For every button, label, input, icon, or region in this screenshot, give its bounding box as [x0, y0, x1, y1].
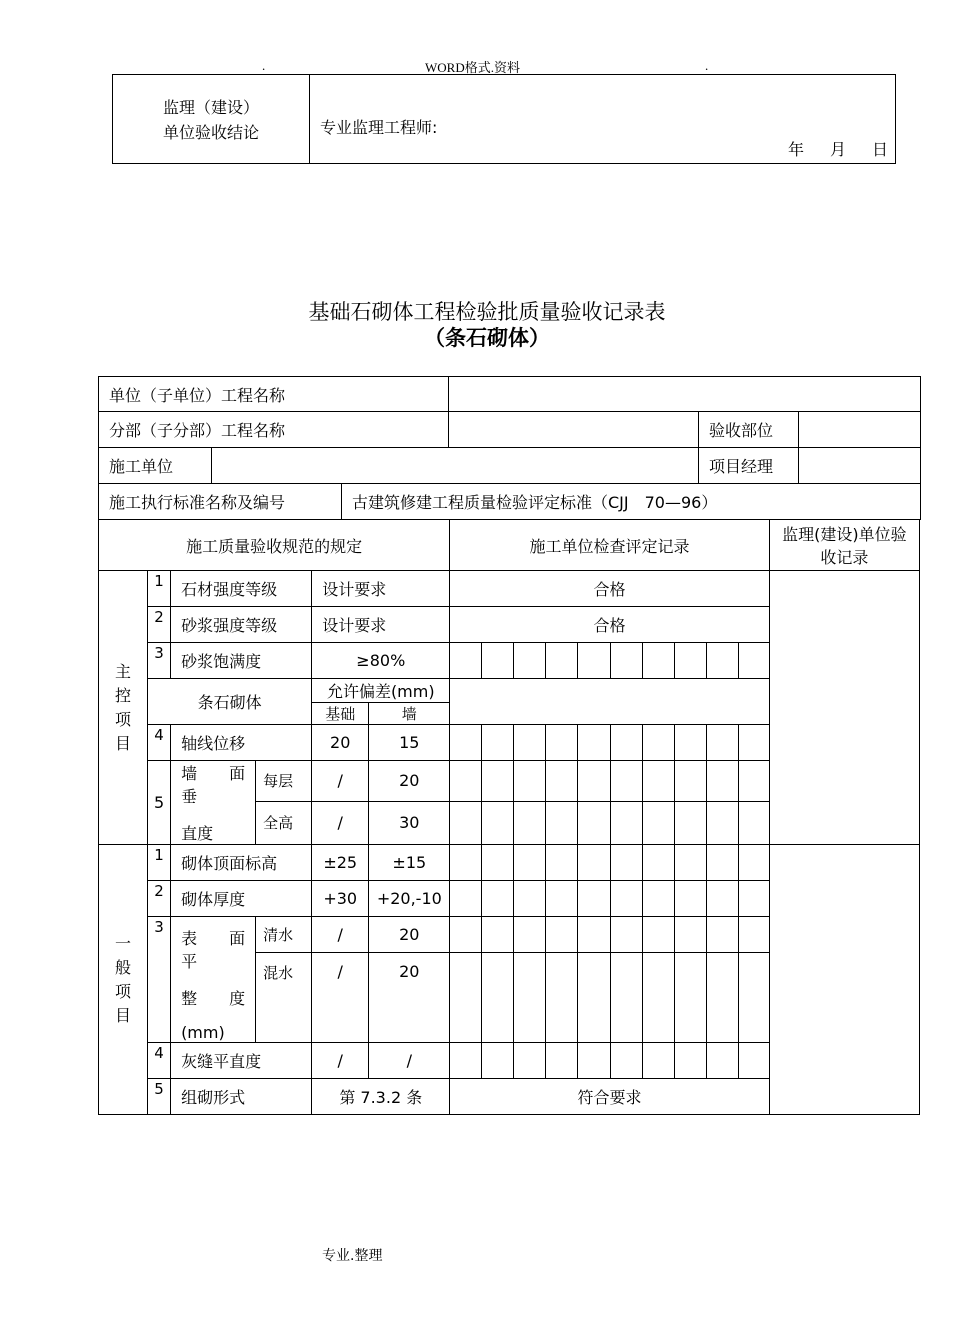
check-cell[interactable] [450, 643, 482, 679]
check-cell[interactable] [642, 845, 674, 881]
deviation-blank [450, 679, 769, 725]
item-number: 1 [148, 571, 171, 607]
item-name: 石材强度等级 [171, 571, 312, 607]
check-cell[interactable] [706, 917, 738, 953]
check-cell[interactable] [450, 761, 482, 802]
main-label-char: 主 [115, 661, 132, 681]
check-cell[interactable] [578, 881, 610, 917]
check-cell[interactable] [738, 881, 769, 917]
check-cell[interactable] [610, 953, 642, 1043]
foundation-tolerance: +30 [312, 881, 369, 917]
check-cell[interactable] [642, 881, 674, 917]
wall-tolerance: 30 [369, 801, 450, 844]
check-cell[interactable] [706, 801, 738, 844]
check-cell[interactable] [642, 953, 674, 1043]
item-result: 符合要求 [450, 1079, 769, 1115]
supervision-header-line2: 收记录 [820, 548, 869, 567]
check-cell[interactable] [450, 1043, 482, 1079]
item-name: 组砌形式 [171, 1079, 312, 1115]
general-supervision-record[interactable] [769, 845, 919, 1115]
form-title: 基础石砌体工程检验批质量验收记录表 [308, 300, 666, 324]
top-conclusion-table [112, 74, 896, 164]
unit-project-value[interactable] [449, 377, 921, 412]
check-cell[interactable] [578, 725, 610, 761]
item-requirement: 设计要求 [312, 607, 450, 643]
check-cell[interactable] [546, 725, 578, 761]
check-cell[interactable] [642, 801, 674, 844]
check-cell[interactable] [706, 725, 738, 761]
wall-tolerance: 20 [369, 761, 450, 802]
item-name: 砂浆强度等级 [171, 607, 312, 643]
wall-tolerance: / [369, 1043, 450, 1079]
check-cell[interactable] [482, 725, 514, 761]
item-result: 合格 [450, 607, 769, 643]
check-cell[interactable] [610, 725, 642, 761]
supervision-conclusion-label [113, 75, 310, 164]
col-foundation-header: 基础 [312, 703, 369, 725]
item-name: 灰缝平直度 [171, 1043, 312, 1079]
page-header: WORD格式.资料 [425, 60, 520, 75]
check-cell[interactable] [578, 643, 610, 679]
check-cell[interactable] [482, 1043, 514, 1079]
item-number: 5 [148, 761, 171, 845]
check-cell[interactable] [706, 845, 738, 881]
item-name [171, 761, 262, 845]
check-cell[interactable] [578, 917, 610, 953]
item-number: 3 [148, 917, 171, 1043]
check-cell[interactable] [642, 643, 674, 679]
item-name-line1: 表 面 平 [181, 929, 262, 971]
inspection-table [98, 519, 920, 1115]
header-dot-left: . [262, 58, 266, 73]
page-footer: 专业.整理 [322, 1248, 383, 1264]
supervision-conclusion-cell [310, 75, 896, 164]
item-number: 4 [148, 725, 171, 761]
foundation-tolerance: ±25 [312, 845, 369, 881]
check-cell[interactable] [674, 725, 706, 761]
check-cell[interactable] [738, 725, 769, 761]
item-number: 4 [148, 1043, 171, 1079]
item-requirement: 第 7.3.2 条 [312, 1079, 450, 1115]
check-cell[interactable] [482, 761, 514, 802]
check-cell[interactable] [482, 953, 514, 1043]
main-supervision-record[interactable] [769, 571, 919, 845]
check-cell[interactable] [674, 953, 706, 1043]
check-cell[interactable] [482, 845, 514, 881]
sub-project-label: 分部（子分部）工程名称 [99, 412, 449, 448]
check-cell[interactable] [450, 917, 482, 953]
check-cell[interactable] [674, 881, 706, 917]
check-cell[interactable] [674, 917, 706, 953]
item-name-line2: 整 度 [181, 989, 246, 1008]
col-wall-header: 墙 [369, 703, 450, 725]
item-requirement: 设计要求 [312, 571, 450, 607]
item-name-line1: 墙 面 垂 [181, 764, 262, 806]
foundation-tolerance: / [312, 1043, 369, 1079]
item-number: 5 [148, 1079, 171, 1115]
check-cell[interactable] [450, 953, 482, 1043]
check-cell[interactable] [482, 643, 514, 679]
check-cell[interactable] [546, 761, 578, 802]
check-cell[interactable] [514, 725, 546, 761]
header-dot-right: . [705, 58, 709, 73]
check-cell[interactable] [578, 1043, 610, 1079]
check-cell[interactable] [738, 917, 769, 953]
check-cell[interactable] [514, 801, 546, 844]
check-cell[interactable] [674, 801, 706, 844]
check-cell[interactable] [738, 845, 769, 881]
year-label: 年 [788, 140, 805, 159]
check-cell[interactable] [578, 953, 610, 1043]
item-name-line3: (mm) [181, 1023, 225, 1042]
check-cell[interactable] [706, 761, 738, 802]
check-cell[interactable] [514, 953, 546, 1043]
allowed-deviation-header: 允许偏差(mm) [312, 679, 450, 703]
check-cell[interactable] [514, 761, 546, 802]
sub-item-name: 混水 [256, 953, 312, 1043]
check-cell[interactable] [450, 881, 482, 917]
supervision-header-line1: 监理(建设)单位验 [782, 525, 907, 544]
spec-header: 施工质量验收规范的规定 [99, 520, 450, 571]
check-cell[interactable] [546, 801, 578, 844]
item-number: 2 [148, 607, 171, 643]
check-cell[interactable] [610, 643, 642, 679]
unit-project-label: 单位（子单位）工程名称 [99, 377, 449, 412]
foundation-tolerance: 20 [312, 725, 369, 761]
check-record-header: 施工单位检查评定记录 [450, 520, 769, 571]
supervision-record-header [769, 520, 919, 571]
item-name-line2: 直度 [181, 824, 214, 843]
info-table [98, 376, 921, 520]
item-requirement: ≥80% [312, 643, 450, 679]
check-cell[interactable] [546, 953, 578, 1043]
main-label-char: 目 [115, 733, 132, 753]
label-line1: 监理（建设） [162, 98, 259, 117]
standard-value: 古建筑修建工程质量检验评定标准（CJJ 70—96） [342, 484, 921, 520]
check-cell[interactable] [706, 1043, 738, 1079]
check-cell[interactable] [514, 1043, 546, 1079]
check-cell[interactable] [738, 761, 769, 802]
check-cell[interactable] [610, 801, 642, 844]
check-cell[interactable] [578, 845, 610, 881]
sub-item-name: 全高 [256, 801, 312, 844]
check-cell[interactable] [450, 725, 482, 761]
deviation-section-label: 条石砌体 [148, 679, 312, 725]
main-label-char: 项 [115, 709, 132, 729]
check-cell[interactable] [738, 1043, 769, 1079]
foundation-tolerance: / [312, 801, 369, 844]
wall-tolerance: 20 [369, 953, 450, 1043]
sub-project-value[interactable] [449, 412, 699, 448]
general-items-label [99, 845, 148, 1115]
check-cell[interactable] [738, 953, 769, 1043]
foundation-tolerance: / [312, 761, 369, 802]
general-label-char: 般 [115, 957, 132, 977]
check-cell[interactable] [546, 917, 578, 953]
item-number: 2 [148, 881, 171, 917]
wall-tolerance: +20,-10 [369, 881, 450, 917]
check-cell[interactable] [578, 801, 610, 844]
acceptance-part-label: 验收部位 [699, 412, 799, 448]
main-label-char: 控 [115, 685, 132, 705]
item-number: 1 [148, 845, 171, 881]
item-name [171, 917, 262, 1043]
check-cell[interactable] [450, 801, 482, 844]
check-cell[interactable] [546, 643, 578, 679]
check-cell[interactable] [610, 917, 642, 953]
check-cell[interactable] [514, 917, 546, 953]
construction-unit-label: 施工单位 [99, 448, 212, 484]
project-manager-value[interactable] [799, 448, 921, 484]
check-cell[interactable] [674, 845, 706, 881]
sub-item-name: 清水 [256, 917, 312, 953]
item-name: 砌体顶面标高 [171, 845, 312, 881]
project-manager-label: 项目经理 [699, 448, 799, 484]
foundation-tolerance: / [312, 953, 369, 1043]
check-cell[interactable] [674, 761, 706, 802]
check-cell[interactable] [706, 953, 738, 1043]
check-cell[interactable] [482, 801, 514, 844]
check-cell[interactable] [642, 725, 674, 761]
check-cell[interactable] [642, 761, 674, 802]
main-control-label [99, 571, 148, 845]
acceptance-part-value[interactable] [799, 412, 921, 448]
item-name: 砌体厚度 [171, 881, 312, 917]
check-cell[interactable] [514, 643, 546, 679]
check-cell[interactable] [706, 643, 738, 679]
sub-item-name: 每层 [256, 761, 312, 802]
check-cell[interactable] [738, 801, 769, 844]
item-number: 3 [148, 643, 171, 679]
general-label-char: 项 [115, 981, 132, 1001]
check-cell[interactable] [610, 845, 642, 881]
check-cell[interactable] [674, 1043, 706, 1079]
engineer-label: 专业监理工程师: [320, 118, 438, 137]
day-label: 日 [872, 140, 889, 159]
check-cell[interactable] [738, 643, 769, 679]
check-cell[interactable] [546, 881, 578, 917]
check-cell[interactable] [514, 845, 546, 881]
check-cell[interactable] [482, 917, 514, 953]
general-label-char: 目 [115, 1005, 132, 1025]
check-cell[interactable] [450, 845, 482, 881]
month-label: 月 [830, 140, 847, 159]
general-label-char: 一 [115, 933, 132, 953]
standard-label: 施工执行标准名称及编号 [99, 484, 342, 520]
check-cell[interactable] [546, 845, 578, 881]
item-name: 轴线位移 [171, 725, 312, 761]
form-subtitle: （条石砌体） [424, 326, 550, 350]
wall-tolerance: ±15 [369, 845, 450, 881]
check-cell[interactable] [706, 881, 738, 917]
check-cell[interactable] [642, 917, 674, 953]
check-cell[interactable] [610, 881, 642, 917]
wall-tolerance: 20 [369, 917, 450, 953]
check-cell[interactable] [482, 881, 514, 917]
item-result: 合格 [450, 571, 769, 607]
wall-tolerance: 15 [369, 725, 450, 761]
foundation-tolerance: / [312, 917, 369, 953]
check-cell[interactable] [674, 643, 706, 679]
check-cell[interactable] [578, 761, 610, 802]
item-name: 砂浆饱满度 [171, 643, 312, 679]
check-cell[interactable] [514, 881, 546, 917]
check-cell[interactable] [610, 761, 642, 802]
check-cell[interactable] [610, 1043, 642, 1079]
label-line2: 单位验收结论 [162, 123, 259, 142]
check-cell[interactable] [642, 1043, 674, 1079]
construction-unit-value[interactable] [212, 448, 699, 484]
check-cell[interactable] [546, 1043, 578, 1079]
